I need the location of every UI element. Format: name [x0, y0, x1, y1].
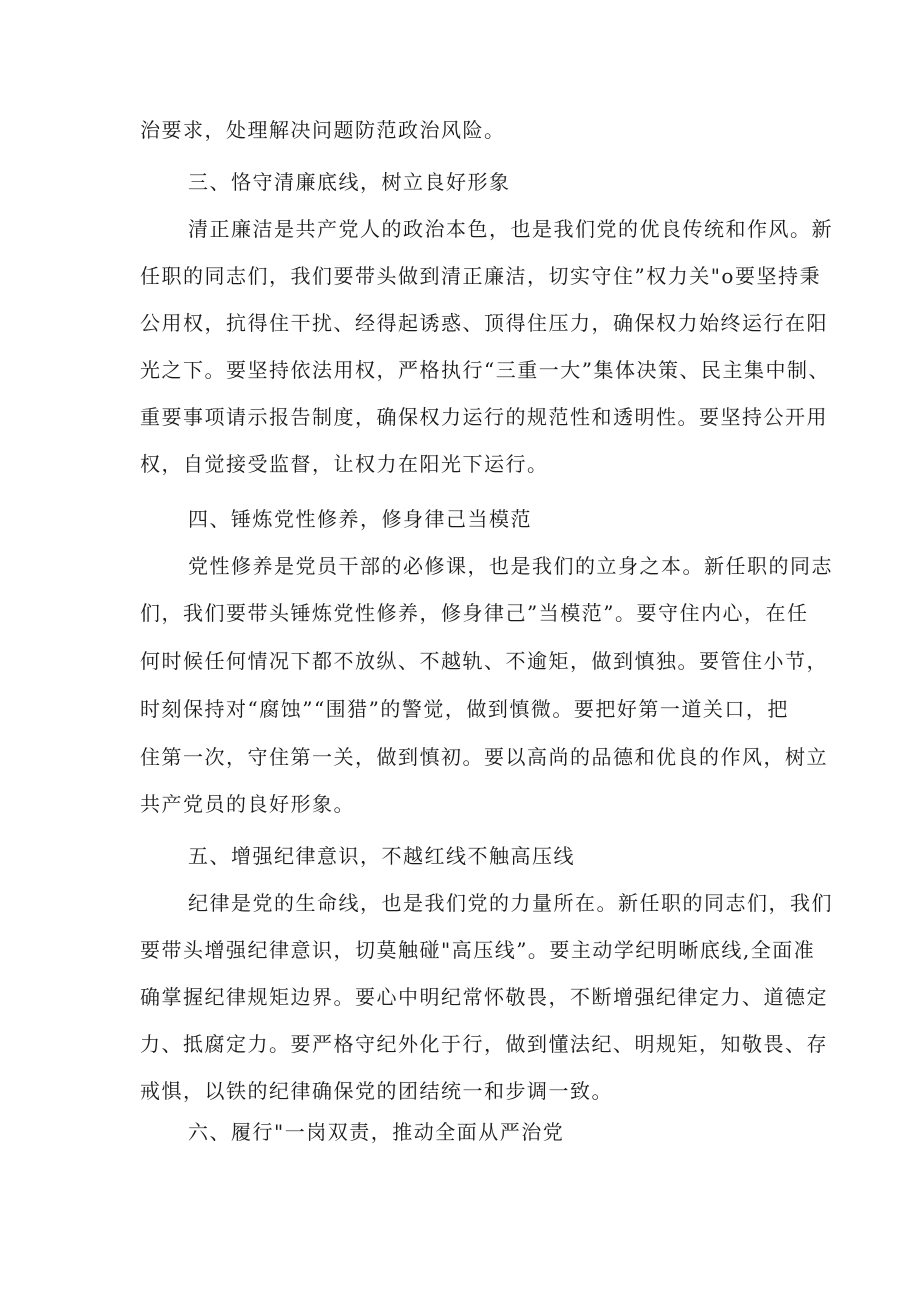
paragraph-line: 公用权，抗得住干扰、经得起诱惑、顶得住压力，确保权力始终运行在阳 [140, 311, 828, 335]
section-heading-3: 三、恪守清廉底线，树立良好形象 [188, 170, 511, 194]
section-heading-4: 四、锤炼党性修养，修身律己当模范 [188, 507, 532, 531]
section-heading-6: 六、履行"一岗双责，推动全面从严治党 [188, 1120, 565, 1144]
paragraph-line: 住第一次，守住第一关，做到慎初。要以高尚的品德和优良的作风，树立 [140, 745, 828, 769]
paragraph-line: 任职的同志们，我们要带头做到清正廉洁，切实守住”权力关"o要坚持秉 [140, 264, 821, 288]
paragraph-line: 力、抵腐定力。要严格守纪外化于行，做到懂法纪、明规矩，知敬畏、存 [140, 1032, 828, 1056]
paragraph-line: 治要求，处理解决问题防范政治风险。 [140, 118, 506, 142]
paragraph-line: 光之下。要坚持依法用权，严格执行“三重一大”集体决策、民主集中制、 [140, 358, 830, 382]
paragraph-line: 要带头增强纪律意识，切莫触碰"高压线”。要主动学纪明晰底线,全面准 [140, 938, 816, 962]
paragraph-line: 共产党员的良好形象。 [140, 792, 355, 816]
paragraph-line: 时刻保持对“腐蚀”“围猎”的警觉，做到慎微。要把好第一道关口，把 [140, 697, 789, 721]
paragraph-line: 党性修养是党员干部的必修课，也是我们的立身之本。新任职的同志 [188, 554, 833, 578]
paragraph-line: 重要事项请示报告制度，确保权力运行的规范性和透明性。要坚持公开用 [140, 405, 828, 429]
paragraph-line: 清正廉洁是共产党人的政治本色，也是我们党的优良传统和作风。新 [188, 217, 833, 241]
paragraph-line: 确掌握纪律规矩边界。要心中明纪常怀敬畏，不断增强纪律定力、道德定 [140, 985, 828, 1009]
paragraph-line: 纪律是党的生命线，也是我们党的力量所在。新任职的同志们，我们 [188, 891, 833, 915]
paragraph-line: 权，自觉接受监督，让权力在阳光下运行。 [140, 452, 549, 476]
section-heading-5: 五、增强纪律意识，不越红线不触高压线 [188, 844, 575, 868]
paragraph-line: 戒惧，以铁的纪律确保党的团结统一和步调一致。 [140, 1079, 613, 1103]
paragraph-line: 何时候任何情况下都不放纵、不越轨、不逾矩，做到慎独。要管住小节， [140, 649, 828, 673]
paragraph-line: 们，我们要带头锤炼党性修养，修身律己”当模范”。要守住内心，在任 [140, 601, 809, 625]
